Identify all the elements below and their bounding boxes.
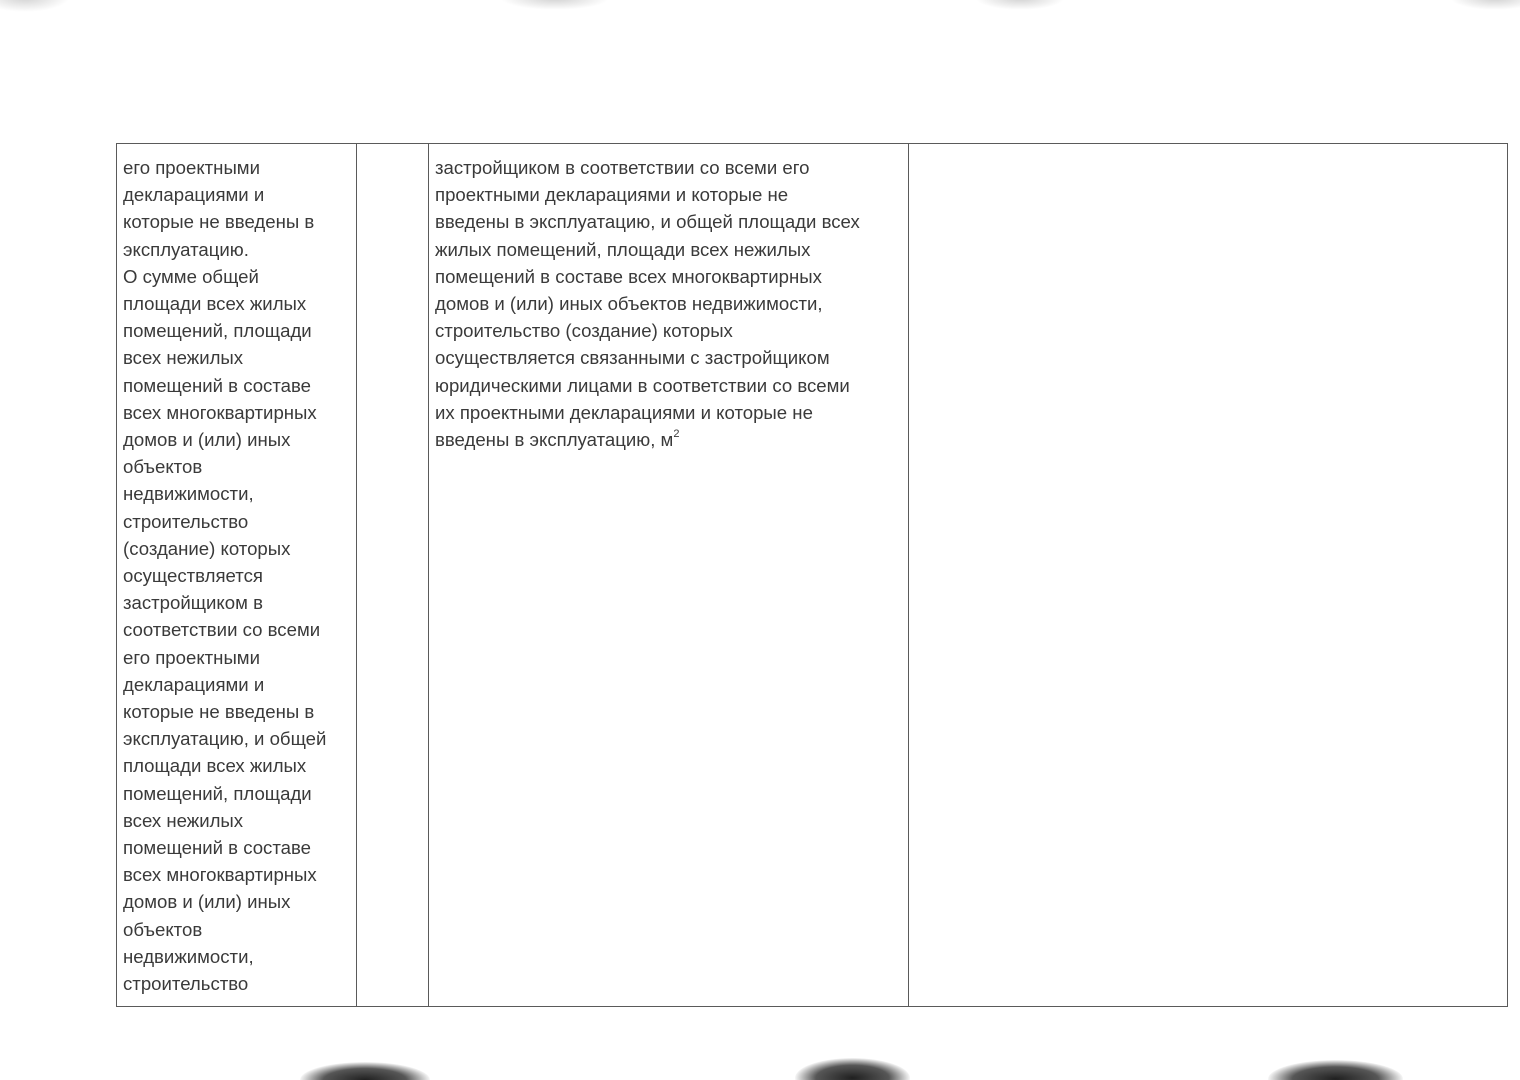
- table-cell-indicator: [429, 144, 909, 1007]
- cell-text-indicator-wrapper: [429, 144, 908, 453]
- table-cell-description: [117, 144, 357, 1007]
- scan-artifact-bottom-left: [300, 1062, 430, 1080]
- scan-artifact-top-center: [500, 0, 610, 10]
- table-cell-number: [357, 144, 429, 1007]
- scan-artifact-bottom-right: [1268, 1060, 1403, 1080]
- cell-text-description: его проектными декларациями и которые не введены в эксплуатацию. О сумме общей площади всех жилых помещений, площади всех нежилых помещений в составе всех многоквартирных домов и (или) иных объектов недвижимости, строительство (создание) которых осуществляется застройщиком в соответствии со всеми его проектными декларациями и которые не введены в эксплуатацию, и общей площади всех жилых помещений, площади всех нежилых помещений в составе всех многоквартирных домов и (или) иных объектов недвижимости, строительство: [123, 157, 327, 995]
- cell-text-indicator: застройщиком в соответствии со всеми его проектными декларациями и которые не введены в эксплуатацию, и общей площади всех жилых помещений, площади всех нежилых помещений в составе всех многоквартирных домов и (или) иных объектов недвижимости, строительство (создание) которых осуществляется связанными с застройщиком юридическими лицами в соответствии со всеми их проектными декларациями и которые не введены в эксплуатацию, м: [435, 157, 860, 451]
- document-table: [116, 143, 1508, 1007]
- scan-artifact-top-center-2: [975, 0, 1065, 10]
- table-row: [117, 144, 1508, 1007]
- scan-artifact-bottom-center: [795, 1058, 910, 1080]
- cell-text-number: [357, 144, 428, 154]
- scan-artifact-top-left: [0, 0, 70, 12]
- cell-text-value: [909, 144, 1507, 154]
- scan-artifact-top-right: [1450, 0, 1520, 10]
- unit-superscript: 2: [673, 427, 680, 440]
- table-cell-value: [909, 144, 1508, 1007]
